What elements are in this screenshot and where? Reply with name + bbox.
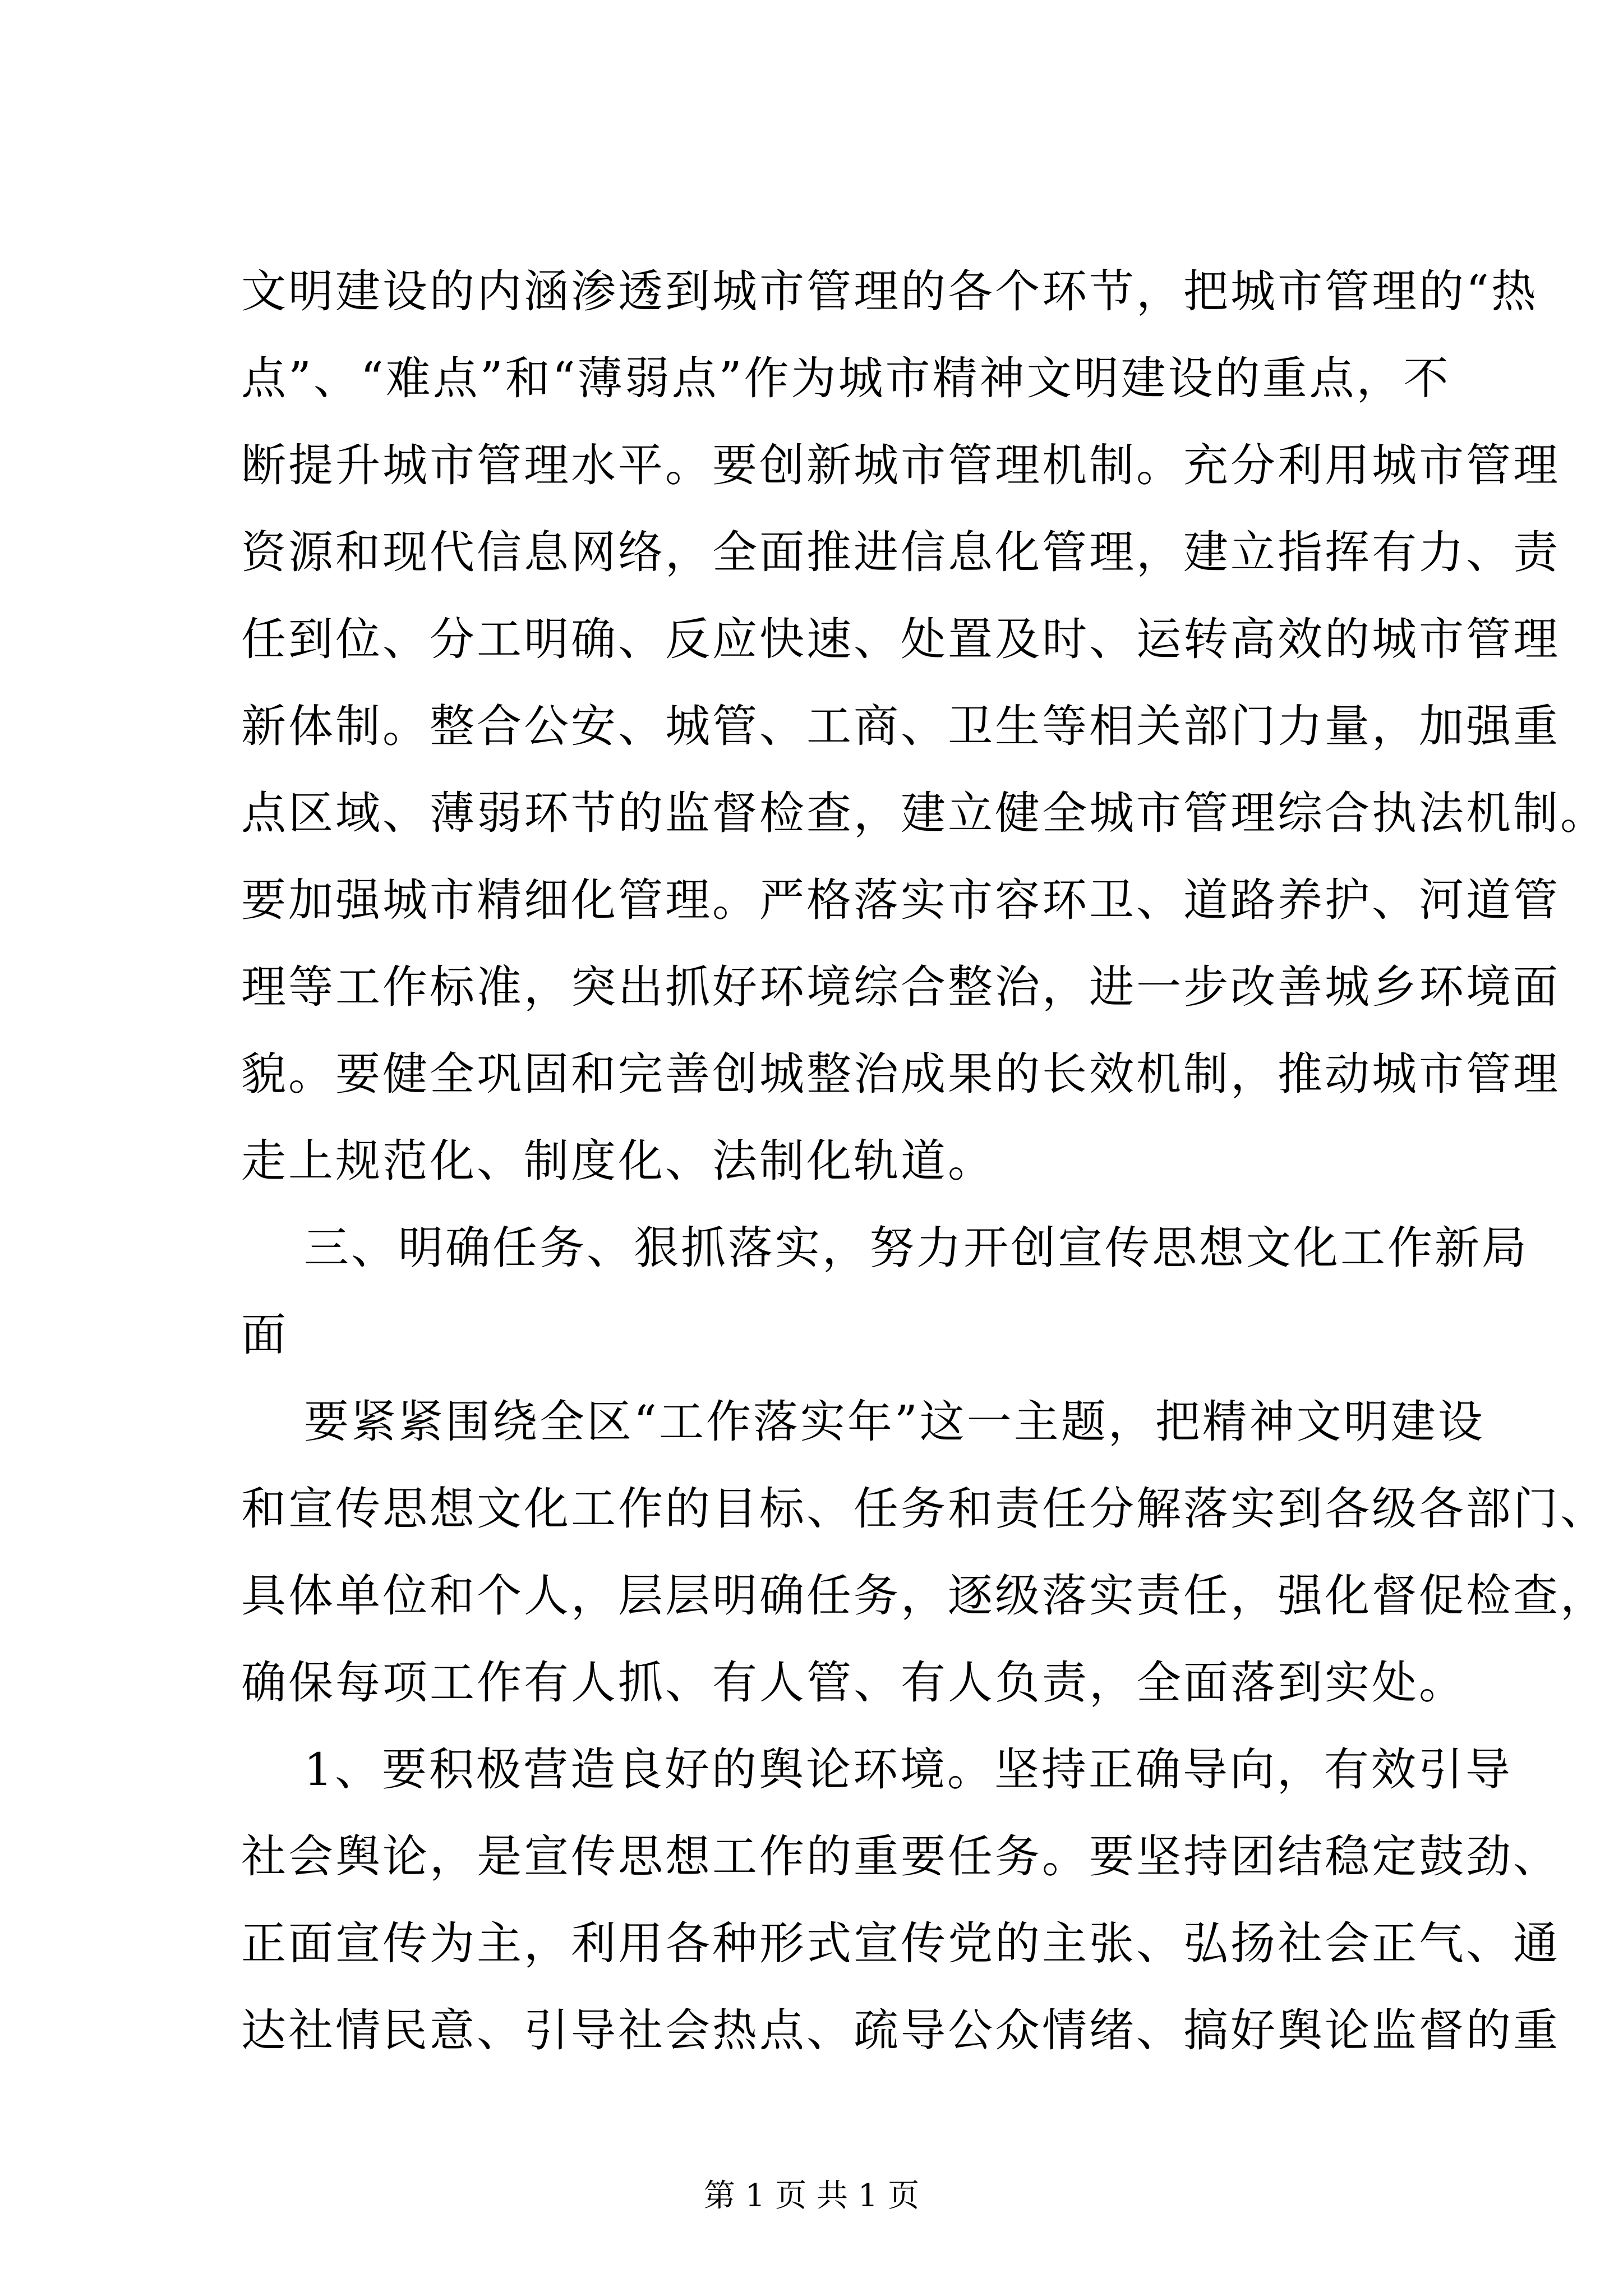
body-text-line: 要紧紧围绕全区“工作落实年”这一主题，把精神文明建设 <box>304 1396 1485 1448</box>
body-text-line: 社会舆论，是宣传思想工作的重要任务。要坚持团结稳定鼓劲、 <box>241 1830 1560 1883</box>
section-heading-line: 面 <box>241 1309 288 1361</box>
body-text-line: 和宣传思想文化工作的目标、任务和责任分解落实到各级各部门、 <box>241 1483 1607 1535</box>
section-heading-line: 三、明确任务、狠抓落实，努力开创宣传思想文化工作新局 <box>304 1222 1529 1274</box>
body-text-line: 走上规范化、制度化、法制化轨道。 <box>241 1135 995 1187</box>
page-footer: 第 1 页 共 1 页 <box>703 2178 920 2214</box>
body-text-line: 点”、“难点”和“薄弱点”作为城市精神文明建设的重点，不 <box>241 352 1451 404</box>
body-text-line: 达社情民意、引导社会热点、疏导公众情绪、搞好舆论监督的重 <box>241 2004 1560 2056</box>
body-text-line: 正面宣传为主，利用各种形式宣传党的主张、弘扬社会正气、通 <box>241 1917 1560 1970</box>
body-text-line: 断提升城市管理水平。要创新城市管理机制。充分利用城市管理 <box>241 439 1560 491</box>
body-text-line: 理等工作标准，突出抓好环境综合整治，进一步改善城乡环境面 <box>241 961 1560 1013</box>
body-text-line: 貌。要健全巩固和完善创城整治成果的长效机制，推动城市管理 <box>241 1048 1560 1100</box>
body-text-line: 1、要积极营造良好的舆论环境。坚持正确导向，有效引导 <box>304 1743 1513 1796</box>
body-text-line: 确保每项工作有人抓、有人管、有人负责，全面落到实处。 <box>241 1657 1466 1709</box>
body-text-line: 要加强城市精细化管理。严格落实市容环卫、道路养护、河道管 <box>241 874 1560 926</box>
body-text-line: 点区域、薄弱环节的监督检查，建立健全城市管理综合执法机制。 <box>241 787 1607 839</box>
body-text-line: 文明建设的内涵渗透到城市管理的各个环节，把城市管理的“热 <box>241 265 1538 318</box>
body-text-line: 具体单位和个人，层层明确任务，逐级落实责任，强化督促检查， <box>241 1570 1607 1622</box>
body-text-line: 资源和现代信息网络，全面推进信息化管理，建立指挥有力、责 <box>241 526 1560 578</box>
body-text-line: 任到位、分工明确、反应快速、处置及时、运转高效的城市管理 <box>241 613 1560 665</box>
body-text-line: 新体制。整合公安、城管、工商、卫生等相关部门力量，加强重 <box>241 700 1560 752</box>
